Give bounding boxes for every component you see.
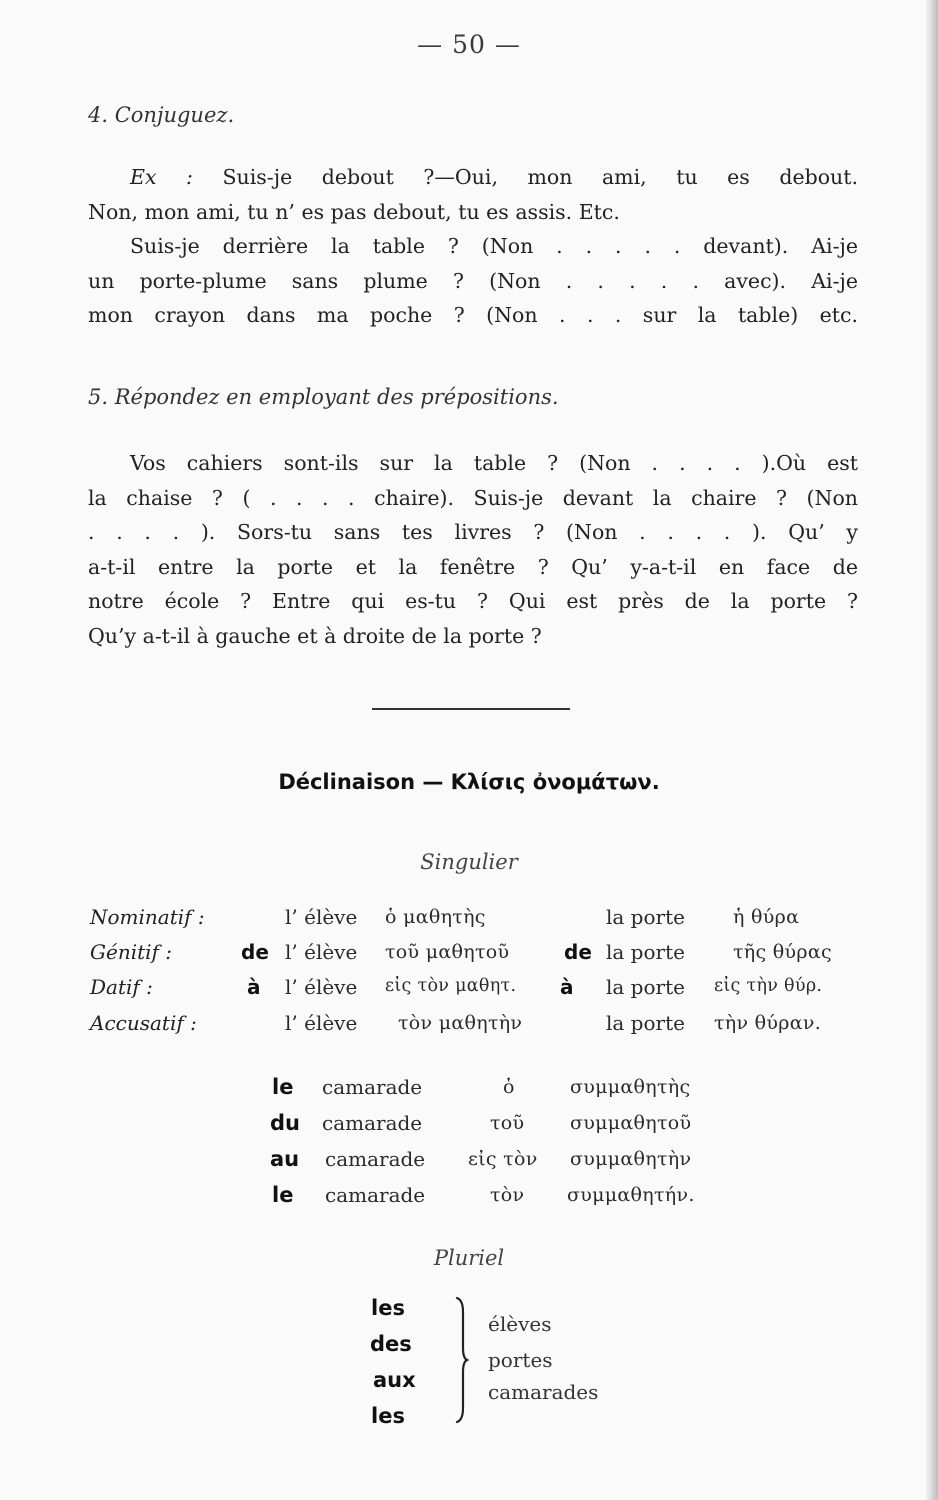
eleve-greek: ὁ μαθητὴς	[385, 906, 486, 928]
camarade-fr: camarade	[322, 1111, 423, 1135]
text-line: notre école ? Entre qui es-tu ? Qui est près de la porte ?	[88, 589, 858, 613]
preposition: de	[564, 940, 592, 964]
page-number: — 50 —	[417, 30, 521, 59]
greek-article: τοῦ	[490, 1112, 525, 1134]
text-line: Suis-je derrière la table ? (Non . . . . . devant). Ai-je	[130, 234, 858, 258]
pluriel-label: Pluriel	[433, 1246, 505, 1270]
pluriel-noun: camarades	[488, 1380, 599, 1404]
camarade-greek: συμμαθητὴς	[570, 1076, 691, 1098]
conjuguez-paragraph	[88, 160, 858, 333]
eleve-greek: τὸν μαθητὴν	[398, 1012, 523, 1034]
article: du	[270, 1111, 300, 1135]
case-label: Nominatif :	[90, 905, 205, 929]
camarade-greek: συμμαθητοῦ	[570, 1112, 692, 1134]
pluriel-noun: portes	[488, 1348, 553, 1372]
section-heading-conjuguez: 4. Conjuguez.	[88, 103, 235, 127]
case-label: Accusatif :	[90, 1011, 197, 1035]
eleve-greek: εἰς τὸν μαθητ.	[385, 976, 517, 996]
case-label: Datif :	[90, 975, 153, 999]
section-divider	[372, 708, 570, 710]
pluriel-article: les	[371, 1296, 405, 1320]
text-line: mon crayon dans ma poche ? (Non . . . sur la table) etc.	[88, 303, 858, 327]
article: le	[272, 1075, 294, 1099]
eleve-fr: l’ élève	[285, 1011, 358, 1035]
article: le	[272, 1183, 294, 1207]
pluriel-noun: élèves	[488, 1312, 552, 1336]
porte-greek: τὴν θύραν.	[714, 1012, 822, 1034]
eleve-greek: τοῦ μαθητοῦ	[385, 941, 510, 963]
pluriel-article: des	[370, 1332, 412, 1356]
declinaison-title: Déclinaison — Κλίσις ὀνομάτων.	[278, 770, 660, 794]
right-curly-brace	[454, 1296, 470, 1424]
camarade-greek: συμμαθητὴν	[570, 1148, 692, 1170]
greek-article: εἰς τὸν	[468, 1148, 538, 1170]
preposition: de	[241, 940, 269, 964]
text-line: la chaise ? ( . . . . chaire). Suis-je devant la chaire ? (Non	[88, 485, 858, 510]
porte-greek: ἡ θύρα	[733, 906, 800, 928]
text-line: Vos cahiers sont-ils sur la table ? (Non . . . . ).Où est	[130, 451, 858, 475]
example-prefix: Ex :	[130, 165, 193, 189]
text-line: a-t-il entre la porte et la fenêtre ? Qu’ y-a-t-il en face de	[88, 554, 858, 579]
eleve-fr: l’ élève	[285, 905, 358, 929]
article: au	[270, 1147, 300, 1171]
page-spine-shadow	[926, 0, 938, 1500]
porte-fr: la porte	[606, 905, 685, 929]
pluriel-article: aux	[373, 1368, 416, 1392]
camarade-fr: camarade	[325, 1147, 426, 1171]
repondez-paragraph	[88, 446, 858, 653]
case-label: Génitif :	[90, 940, 173, 964]
text-line: Qu’y a-t-il à gauche et à droite de la porte ?	[88, 623, 542, 648]
text-line-content: Suis-je debout ?—Oui, mon ami, tu es debout.	[192, 165, 859, 189]
text-line: Non, mon ami, tu n’ es pas debout, tu es assis. Etc.	[88, 199, 620, 224]
pluriel-article: les	[371, 1404, 405, 1428]
camarade-fr: camarade	[325, 1183, 426, 1207]
text-line	[88, 160, 858, 195]
text-line: . . . . ). Sors-tu sans tes livres ? (Non . . . . ). Qu’ y	[88, 520, 858, 544]
singulier-label: Singulier	[420, 850, 518, 874]
porte-fr: la porte	[606, 940, 685, 964]
preposition: à	[560, 975, 574, 999]
eleve-fr: l’ élève	[285, 975, 358, 999]
eleve-fr: l’ élève	[285, 940, 358, 964]
preposition: à	[247, 975, 261, 999]
camarade-greek: συμμαθητήν.	[567, 1184, 695, 1206]
greek-article: τὸν	[490, 1184, 525, 1206]
porte-greek: τῆς θύρας	[733, 941, 832, 963]
porte-fr: la porte	[606, 1011, 685, 1035]
text-line: un porte-plume sans plume ? (Non . . . . . avec). Ai-je	[88, 268, 858, 293]
porte-fr: la porte	[606, 975, 685, 999]
section-heading-repondez: 5. Répondez en employant des prépositions.	[88, 385, 559, 409]
camarade-fr: camarade	[322, 1075, 423, 1099]
greek-article: ὁ	[503, 1076, 515, 1098]
porte-greek: εἰς τὴν θύρ.	[714, 976, 823, 996]
